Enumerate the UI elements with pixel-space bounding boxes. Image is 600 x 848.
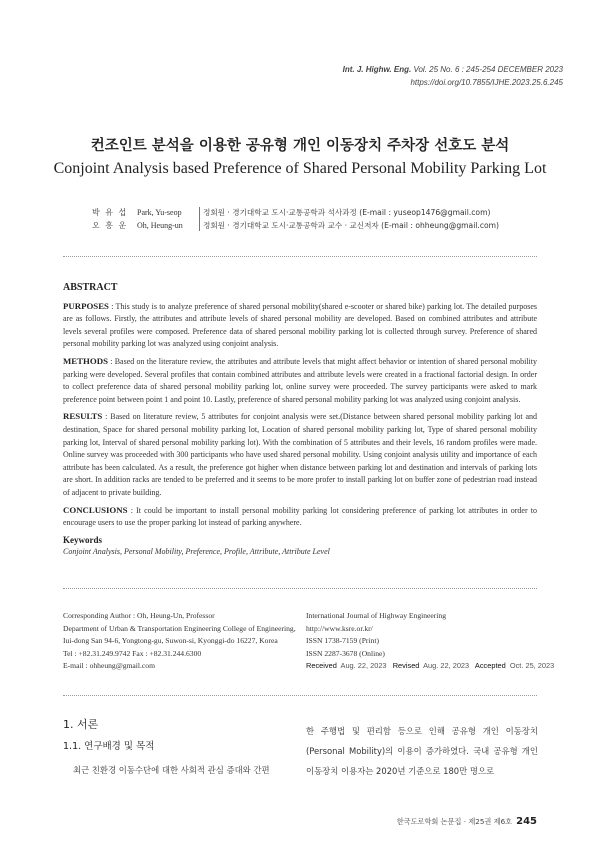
keywords-list: Conjoint Analysis, Personal Mobility, Preference, Profile, Attribute, Attribute Level xyxy=(63,547,330,557)
section-heading: 1. 서론 xyxy=(63,718,99,731)
abstract-heading: ABSTRACT xyxy=(63,282,118,293)
received-date: Aug. 22, 2023 xyxy=(340,661,387,671)
abstract-results xyxy=(63,410,537,499)
divider-dotted xyxy=(63,256,537,257)
author-phone-fax: Tel : +82.31.249.9742 Fax : +82.31.244.6300 xyxy=(63,648,202,658)
journal-name: Int. J. Highw. Eng. xyxy=(342,65,412,74)
abstract-methods xyxy=(63,355,537,406)
author-department: Department of Urban & Transportation Engineering College of Engineering, xyxy=(63,623,296,633)
author-affiliation: 정회원 · 경기대학교 도시·교통공학과 교수 · 교신저자 (E-mail : ohheung@gmail.com) xyxy=(203,221,500,230)
results-text: : Based on literature review, 5 attributes for conjoint analysis were set.(Distance between shared personal mobility parking lot and destination, Space for shared personal mobility parking lot, Location of shared personal mobility parking lot, Type of shared personal mobility parking lot, Interval of shared personal mobility parking lot). With the combination of 5 attributes and their levels, 16 random profiles were made. Online survey was proceeded with 300 participants who have used shared personal mobility. Using conjoint analysis utility and importance of each attribute has been calculated. As a result, the preference got higher when distance between parking lot and destination and intervals of parking lots are short. In addition racks are tended to be preferred and it seems to be more profer to install parking lot on buffer zone of pedestrian road instead of adjacent to private building. xyxy=(63,412,537,497)
accepted-date: Oct. 25, 2023 xyxy=(509,661,555,671)
body-text-left: 최근 친환경 이동수단에 대한 사회적 관심 증대와 간편 xyxy=(73,765,270,775)
conclusions-label: CONCLUSIONS xyxy=(63,504,128,515)
revised-date: Aug. 22, 2023 xyxy=(423,661,470,671)
methods-text: : Based on the literature review, the attributes and attribute levels that might affect behavior or intention of shared personal mobility parking were developed. Several profiles that contain combined attributes and attribute levels were created in a fractional factorial design. In order to collect preference data of shared personal mobility parking lot, online survey were proceeded. The survey participants were asked to mark preference point between point 1 and point 10. Lastly, preference of shared personal mobility parking lot was analyzed using conjoint analysis. xyxy=(63,356,537,404)
journal-header xyxy=(343,63,563,89)
author-email[interactable]: E-mail : ohheung@gmail.com xyxy=(63,661,155,671)
conclusions-text: : It could be important to install personal mobility parking lot considering preference of parking lot attributes in order to encourage users to use the proper parking lot instead of parking anywhere. xyxy=(63,505,537,528)
journal-doi[interactable]: https://doi.org/10.7855/IJHE.2023.25.6.245 xyxy=(410,78,563,87)
publication-block xyxy=(306,610,554,673)
title-english: Conjoint Analysis based Preference of Shared Personal Mobility Parking Lot xyxy=(53,160,547,177)
journal-volume: Vol. 25 No. 6 : 245-254 DECEMBER 2023 xyxy=(413,65,563,74)
page-number: 245 xyxy=(516,816,537,827)
revised-label: Revised xyxy=(392,661,420,671)
journal-url[interactable]: http://www.ksre.or.kr/ xyxy=(306,623,373,633)
author-address: Iui-dong San 94-6, Yongtong-gu, Suwon-si, Kyonggi-do 16227, Korea xyxy=(63,636,278,646)
author-list xyxy=(92,206,499,232)
abstract xyxy=(63,282,537,559)
body-text-right: 한 주행법 및 편리함 등으로 인해 공유형 개인 이동장치 (Personal Mobility)의 이용이 증가하였다. 국내 공유형 개인 이동장치 이용자는 2020년 기준으로 180만 명으로 xyxy=(306,726,538,776)
correspondence-block xyxy=(63,610,296,673)
page-footer xyxy=(397,816,537,827)
author-affiliation: 정회원 · 경기대학교 도시·교통공학과 석사과정 (E-mail : yuseop1476@gmail.com) xyxy=(203,208,491,217)
footer-journal: 한국도로학회 논문집 · 제25권 제6호 xyxy=(396,817,513,826)
abstract-conclusions xyxy=(63,504,537,530)
author-name-korean: 박 유 섭 xyxy=(92,208,128,217)
author-row xyxy=(92,206,499,219)
author-row xyxy=(92,219,499,232)
keywords-heading: Keywords xyxy=(63,534,102,545)
issn-print: ISSN 1738-7159 (Print) xyxy=(306,636,379,646)
received-label: Received xyxy=(306,661,337,671)
title-korean: 컨조인트 분석을 이용한 공유형 개인 이동장치 주차장 선호도 분석 xyxy=(90,138,510,154)
subsection-heading: 1.1. 연구배경 및 목적 xyxy=(63,741,155,752)
divider-dotted xyxy=(63,588,537,589)
author-name-english: Oh, Heung-un xyxy=(137,221,183,230)
results-label: RESULTS xyxy=(63,411,103,422)
journal-full-name: International Journal of Highway Engineering xyxy=(306,611,447,620)
issn-online: ISSN 2287-3678 (Online) xyxy=(306,648,385,658)
abstract-purposes xyxy=(63,300,537,351)
corresponding-author: Corresponding Author : Oh, Heung-Un, Professor xyxy=(63,611,215,620)
methods-label: METHODS xyxy=(63,355,108,366)
publication-dates xyxy=(306,660,554,673)
accepted-label: Accepted xyxy=(474,661,506,671)
purposes-label: PURPOSES xyxy=(63,300,109,311)
author-name-english: Park, Yu-seop xyxy=(137,208,182,217)
author-name-korean: 오 흥 운 xyxy=(92,221,128,230)
divider-dotted xyxy=(63,695,537,696)
purposes-text: : This study is to analyze preference of shared personal mobility(shared e-scooter or shared bike) parking lot. The detailed purposes are as follows. Firstly, the attributes and attribute levels of shared personal mobility are developed. Based on combined attributes and attribute levels several profiles were composed. Preference data of shared personal mobility parking lot is collected through survey. Preference of shared personal mobility parking lot was analyzed using conjoint analysis. xyxy=(63,301,537,349)
